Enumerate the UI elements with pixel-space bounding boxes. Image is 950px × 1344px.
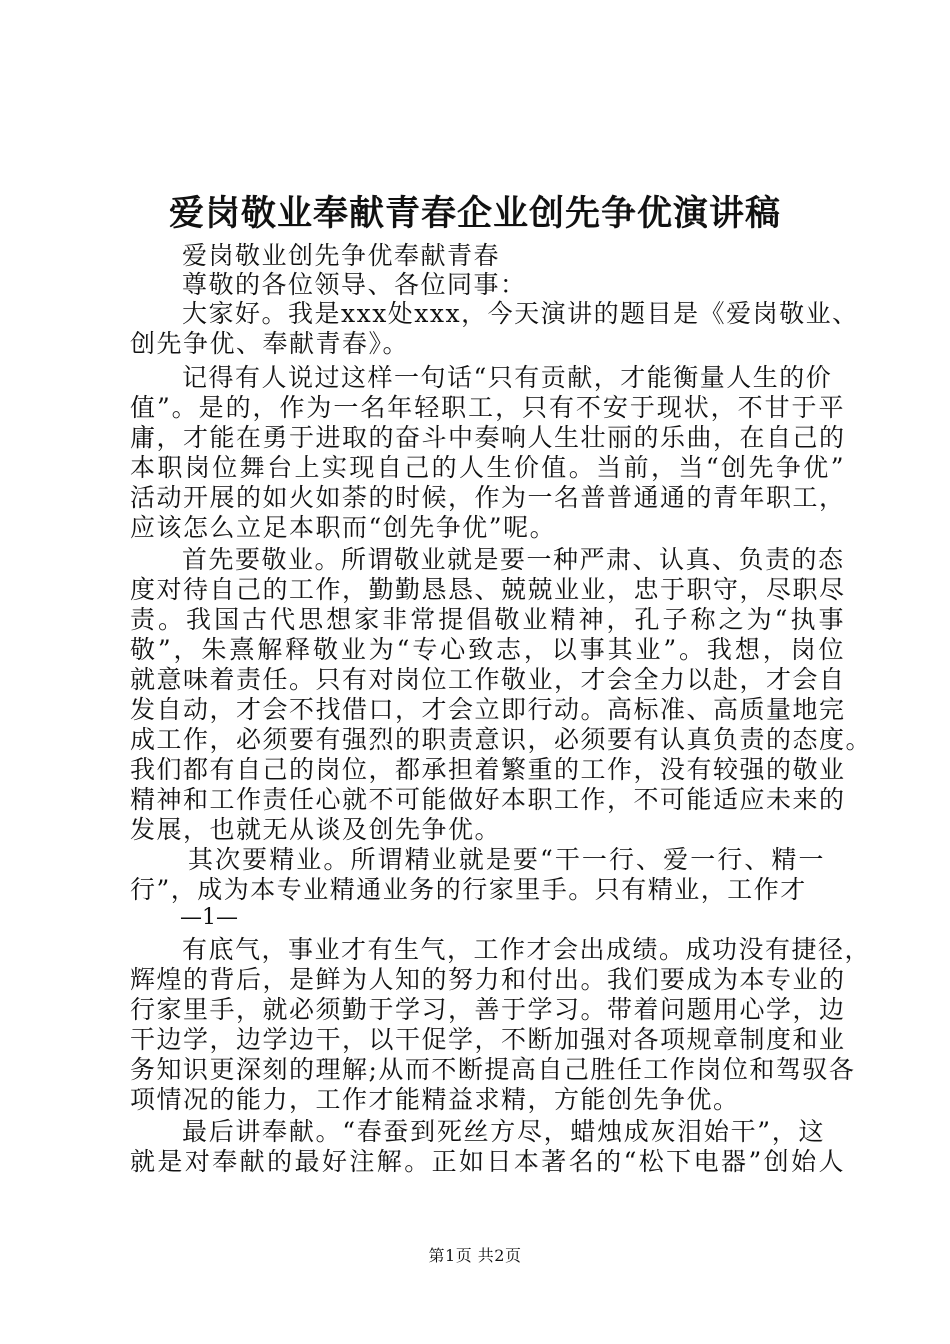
text-line: 庸，才能在勇于进取的奋斗中奏响人生壮丽的乐曲，在自己的: [130, 423, 846, 452]
text-line: 活动开展的如火如荼的时候，作为一名普普通通的青年职工，: [130, 483, 846, 512]
text-line: 行家里手，就必须勤于学习，善于学习。带着问题用心学，边: [130, 995, 846, 1024]
text-line: 精神和工作责任心就不可能做好本职工作，不可能适应未来的: [130, 785, 846, 814]
text-line: 有底气，事业才有生气，工作才会出成绩。成功没有捷径，: [182, 935, 872, 964]
text-line: 创先争优、奉献青春》。: [130, 329, 410, 358]
text-line: 记得有人说过这样一句话“只有贡献，才能衡量人生的价: [182, 363, 833, 392]
text-line: 应该怎么立足本职而“创先争优”呢。: [130, 513, 557, 542]
page-footer: 第1页 共2页: [428, 1246, 522, 1265]
text-line: 项情况的能力，工作才能精益求精，方能创先争优。: [130, 1085, 740, 1114]
text-line: 干边学，边学边干，以干促学，不断加强对各项规章制度和业: [130, 1025, 846, 1054]
text-line: 务知识更深刻的理解;从而不断提高自己胜任工作岗位和驾驭各: [130, 1055, 856, 1084]
text-line: 就意味着责任。只有对岗位工作敬业，才会全力以赴，才会自: [130, 665, 846, 694]
text-line: 发展，也就无从谈及创先争优。: [130, 815, 502, 844]
text-line: 首先要敬业。所谓敬业就是要一种严肃、认真、负责的态: [182, 545, 845, 574]
text-line: 行”，成为本专业精通业务的行家里手。只有精业，工作才: [130, 875, 807, 904]
text-line: 责。我国古代思想家非常提倡敬业精神，孔子称之为“执事: [130, 605, 845, 634]
text-line: 辉煌的背后，是鲜为人知的努力和付出。我们要成为本专业的: [130, 965, 846, 994]
salutation-line: 尊敬的各位领导、各位同事：: [182, 270, 527, 299]
text-line: 大家好。我是xxx处xxx，今天演讲的题目是《爱岗敬业、: [182, 299, 859, 328]
page-marker: —1—: [180, 905, 238, 930]
text-line: 就是对奉献的最好注解。正如日本著名的“松下电器”创始人: [130, 1147, 845, 1176]
subtitle-line: 爱岗敬业创先争优奉献青春: [182, 241, 501, 270]
text-line: 度对待自己的工作，勤勤恳恳、兢兢业业，忠于职守，尽职尽: [130, 575, 846, 604]
text-line: 本职岗位舞台上实现自己的人生价值。当前，当“创先争优”: [130, 453, 845, 482]
text-line: 我们都有自己的岗位，都承担着繁重的工作，没有较强的敬业: [130, 755, 846, 784]
text-line: 最后讲奉献。“春蚕到死丝方尽，蜡烛成灰泪始干”，这: [182, 1117, 825, 1146]
text-line: 成工作，必须要有强烈的职责意识，必须要有认真负责的态度。: [130, 725, 873, 754]
text-line: 敬”，朱熹解释敬业为“专心致志，以事其业”。我想，岗位: [130, 635, 845, 664]
text-line: 值”。是的，作为一名年轻职工，只有不安于现状，不甘于平: [130, 393, 845, 422]
document-title: 爱岗敬业奉献青春企业创先争优演讲稿: [168, 193, 781, 234]
text-line: 发自动，才会不找借口，才会立即行动。高标准、高质量地完: [130, 695, 846, 724]
text-line: 其次要精业。所谓精业就是要“干一行、爱一行、精一: [188, 845, 825, 874]
